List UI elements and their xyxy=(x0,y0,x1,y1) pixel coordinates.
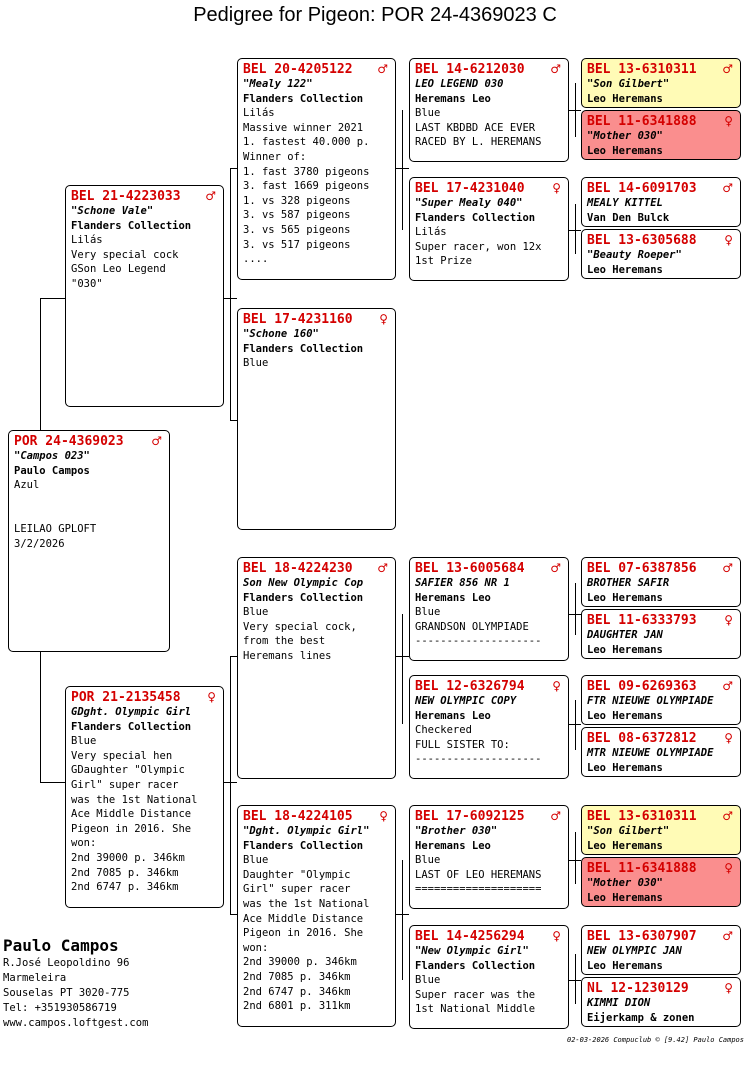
owner-name: Flanders Collection xyxy=(71,219,192,232)
info-line: Blue xyxy=(415,107,441,120)
info-line: -------------------- xyxy=(415,753,542,766)
info-line: 2nd 7085 p. 346km xyxy=(71,866,179,879)
female-icon: ♀ xyxy=(552,181,561,195)
pigeon-name: "Son Gilbert" xyxy=(587,825,670,837)
male-icon: ♂ xyxy=(722,929,733,943)
pigeon-name: "Dght. Olympic Girl" xyxy=(243,825,370,837)
connector-line xyxy=(40,298,41,430)
info-line: .... xyxy=(243,253,269,266)
info-line: ==================== xyxy=(415,883,542,896)
female-icon: ♀ xyxy=(724,233,733,247)
info-line: 1. fastest 40.000 p. xyxy=(243,136,370,149)
info-line: Blue xyxy=(71,735,97,748)
ancestor-card[interactable] xyxy=(581,977,741,1027)
connector-line xyxy=(575,954,576,1004)
info-line: Girl" super racer xyxy=(243,883,351,896)
female-icon: ♀ xyxy=(724,731,733,745)
info-line xyxy=(14,493,164,508)
male-icon: ♂ xyxy=(722,561,733,575)
pigeon-name: "Campos 023" xyxy=(14,450,90,462)
breeder-phone: Tel: +351930586719 xyxy=(3,1002,117,1014)
connector-line xyxy=(396,656,409,657)
female-icon: ♀ xyxy=(724,861,733,875)
male-icon: ♂ xyxy=(722,679,733,693)
connector-line xyxy=(230,168,237,169)
owner-name: Heremans Leo xyxy=(415,92,491,105)
connector-line xyxy=(402,110,403,230)
male-icon: ♂ xyxy=(550,809,561,823)
sire-sire-card[interactable] xyxy=(237,58,396,280)
ancestor-card[interactable] xyxy=(581,557,741,607)
ring-number: BEL 11-6341888 xyxy=(587,861,697,876)
info-line: 3/2/2026 xyxy=(14,537,65,550)
connector-line xyxy=(396,168,409,169)
connector-line xyxy=(40,652,41,782)
owner-name: Leo Heremans xyxy=(587,709,663,722)
connector-line xyxy=(230,656,237,657)
info-line: Blue xyxy=(243,357,269,370)
ancestor-card[interactable] xyxy=(581,609,741,659)
breeder-address: Marmeleira xyxy=(3,972,67,984)
connector-line xyxy=(230,656,231,914)
great-grandparent-card[interactable] xyxy=(409,557,569,661)
dam-dam-card[interactable] xyxy=(237,805,396,1027)
owner-name: Flanders Collection xyxy=(243,591,364,604)
info-line: Lilás xyxy=(415,226,447,239)
pigeon-name: "Mother 030" xyxy=(587,130,663,142)
pigeon-name: "Beauty Roeper" xyxy=(587,249,682,261)
breeder-address: Souselas PT 3020-775 xyxy=(3,987,130,999)
info-line: 3. fast 1669 pigeons xyxy=(243,180,370,193)
owner-name: Flanders Collection xyxy=(243,92,364,105)
ring-number: BEL 13-6310311 xyxy=(587,809,697,824)
ring-number: BEL 13-6305688 xyxy=(587,233,697,248)
info-line: Blue xyxy=(243,854,269,867)
ring-number: BEL 13-6310311 xyxy=(587,62,697,77)
pigeon-name: MEALY KITTEL xyxy=(587,197,663,209)
info-line: Girl" super racer xyxy=(71,778,179,791)
male-icon: ♂ xyxy=(377,561,388,575)
connector-line xyxy=(575,700,576,750)
connector-line xyxy=(402,860,403,980)
connector-line xyxy=(569,980,581,981)
info-line: Ace Middle Distance xyxy=(243,912,364,925)
pigeon-name: "Son Gilbert" xyxy=(587,78,670,90)
info-line: 3. vs 517 pigeons xyxy=(243,238,351,251)
connector-line xyxy=(569,110,581,111)
great-grandparent-card[interactable] xyxy=(409,58,569,162)
info-line: 2nd 7085 p. 346km xyxy=(243,970,351,983)
info-line: 2nd 6801 p. 311km xyxy=(243,1000,351,1013)
info-line: Heremans lines xyxy=(243,649,332,662)
pigeon-name: "Super Mealy 040" xyxy=(415,197,523,209)
sire-card[interactable] xyxy=(65,185,224,407)
owner-name: Eijerkamp & zonen xyxy=(587,1011,695,1024)
connector-line xyxy=(224,782,237,783)
info-line: Lilás xyxy=(243,107,275,120)
pigeon-name: SAFIER 856 NR 1 xyxy=(415,577,510,589)
owner-name: Van Den Bulck xyxy=(587,211,670,224)
ring-number: BEL 13-6005684 xyxy=(415,561,525,576)
ring-number: BEL 21-4223033 xyxy=(71,189,181,204)
owner-name: Leo Heremans xyxy=(587,92,663,105)
pigeon-name: NEW OLYMPIC JAN xyxy=(587,945,682,957)
info-line: LAST OF LEO HEREMANS xyxy=(415,868,542,881)
info-line: "030" xyxy=(71,277,103,290)
dam-sire-card[interactable] xyxy=(237,557,396,779)
footer-credits: 02-03-2026 Compuclub © [9.42] Paulo Campos xyxy=(566,1036,744,1044)
ancestor-card[interactable] xyxy=(581,857,741,907)
female-icon: ♀ xyxy=(207,690,216,704)
info-line: RACED BY L. HEREMANS xyxy=(415,136,542,149)
info-line: Very special cock xyxy=(71,248,179,261)
ring-number: BEL 20-4205122 xyxy=(243,62,353,77)
female-icon: ♀ xyxy=(379,809,388,823)
female-icon: ♀ xyxy=(552,929,561,943)
pigeon-name: "Mother 030" xyxy=(587,877,663,889)
info-line: Blue xyxy=(415,974,441,987)
owner-name: Leo Heremans xyxy=(587,839,663,852)
breeder-address: R.José Leopoldino 96 xyxy=(3,957,130,969)
ring-number: BEL 07-6387856 xyxy=(587,561,697,576)
female-icon: ♀ xyxy=(724,114,733,128)
info-line: LEILAO GPLOFT xyxy=(14,522,97,535)
info-line: 1st National Middle xyxy=(415,1003,536,1016)
male-icon: ♂ xyxy=(151,434,162,448)
pigeon-name: "New Olympic Girl" xyxy=(415,945,529,957)
info-line: GDaughter "Olympic xyxy=(71,764,185,777)
info-line: Super racer, won 12x xyxy=(415,240,542,253)
owner-name: Flanders Collection xyxy=(415,211,536,224)
info-line: 1. vs 328 pigeons xyxy=(243,194,351,207)
ancestor-card[interactable] xyxy=(581,110,741,160)
connector-line xyxy=(40,298,66,299)
info-line: Pigeon in 2016. She xyxy=(243,927,364,940)
ancestor-card[interactable] xyxy=(581,727,741,777)
info-line: was the 1st National xyxy=(71,793,198,806)
info-line: 3. vs 565 pigeons xyxy=(243,223,351,236)
subject-card[interactable] xyxy=(8,430,170,652)
pigeon-name: KIMMI DION xyxy=(587,997,651,1009)
info-line: Super racer was the xyxy=(415,988,536,1001)
pigeon-name: LEO LEGEND 030 xyxy=(415,78,504,90)
owner-name: Leo Heremans xyxy=(587,643,663,656)
info-line: 2nd 6747 p. 346km xyxy=(243,985,351,998)
great-grandparent-card[interactable] xyxy=(409,805,569,909)
breeder-website[interactable]: www.campos.loftgest.com xyxy=(3,1017,149,1029)
info-line: Very special cock, xyxy=(243,620,357,633)
owner-name: Flanders Collection xyxy=(71,720,192,733)
ancestor-card[interactable] xyxy=(581,177,741,227)
male-icon: ♂ xyxy=(550,62,561,76)
owner-name: Leo Heremans xyxy=(587,144,663,157)
male-icon: ♂ xyxy=(377,62,388,76)
info-line: Winner of: xyxy=(243,150,307,163)
owner-name: Flanders Collection xyxy=(243,839,364,852)
info-line: 2nd 39000 p. 346km xyxy=(71,851,185,864)
info-line: 3. vs 587 pigeons xyxy=(243,209,351,222)
info-line: GSon Leo Legend xyxy=(71,263,166,276)
connector-line xyxy=(230,168,231,420)
ring-number: BEL 13-6307907 xyxy=(587,929,697,944)
owner-name: Leo Heremans xyxy=(587,891,663,904)
owner-name: Flanders Collection xyxy=(415,959,536,972)
connector-line xyxy=(40,782,66,783)
info-line: Blue xyxy=(243,606,269,619)
pigeon-name: "Mealy 122" xyxy=(243,78,313,90)
pigeon-name: "Schone 160" xyxy=(243,328,319,340)
great-grandparent-card[interactable] xyxy=(409,177,569,281)
connector-line xyxy=(224,298,237,299)
ring-number: BEL 18-4224230 xyxy=(243,561,353,576)
info-line: from the best xyxy=(243,635,326,648)
connector-line xyxy=(230,914,237,915)
info-line: won: xyxy=(71,837,97,850)
info-line: Ace Middle Distance xyxy=(71,808,192,821)
owner-name: Leo Heremans xyxy=(587,761,663,774)
pigeon-name: NEW OLYMPIC COPY xyxy=(415,695,517,707)
dam-card[interactable] xyxy=(65,686,224,908)
female-icon: ♀ xyxy=(552,679,561,693)
male-icon: ♂ xyxy=(550,561,561,575)
ring-number: BEL 17-4231160 xyxy=(243,312,353,327)
info-line: 1. fast 3780 pigeons xyxy=(243,165,370,178)
ancestor-card[interactable] xyxy=(581,229,741,279)
pigeon-name: MTR NIEUWE OLYMPIADE xyxy=(587,747,714,759)
info-line: Very special hen xyxy=(71,749,173,762)
pigeon-name: DAUGHTER JAN xyxy=(587,629,663,641)
info-line: Checkered xyxy=(415,724,472,737)
ring-number: BEL 14-6091703 xyxy=(587,181,697,196)
info-line: Daughter "Olympic xyxy=(243,868,351,881)
pigeon-name: BROTHER SAFIR xyxy=(587,577,670,589)
owner-name: Leo Heremans xyxy=(587,591,663,604)
owner-name: Heremans Leo xyxy=(415,591,491,604)
connector-line xyxy=(402,614,403,724)
ring-number: BEL 08-6372812 xyxy=(587,731,697,746)
ring-number: BEL 18-4224105 xyxy=(243,809,353,824)
owner-name: Paulo Campos xyxy=(14,464,90,477)
ring-number: BEL 17-4231040 xyxy=(415,181,525,196)
breeder-info xyxy=(3,936,173,1031)
male-icon: ♂ xyxy=(722,181,733,195)
connector-line xyxy=(569,614,581,615)
ring-number: BEL 14-4256294 xyxy=(415,929,525,944)
info-line: GRANDSON OLYMPIADE xyxy=(415,620,529,633)
info-line: FULL SISTER TO: xyxy=(415,738,510,751)
breeder-name: Paulo Campos xyxy=(3,936,119,955)
ancestor-card[interactable] xyxy=(581,805,741,855)
connector-line xyxy=(569,724,581,725)
pigeon-name: "Schone Vale" xyxy=(71,205,154,217)
owner-name: Heremans Leo xyxy=(415,839,491,852)
owner-name: Flanders Collection xyxy=(243,342,364,355)
ring-number: BEL 12-6326794 xyxy=(415,679,525,694)
info-line: 1st Prize xyxy=(415,255,472,268)
info-line: Azul xyxy=(14,479,40,492)
info-line: Blue xyxy=(415,606,441,619)
sire-dam-card[interactable] xyxy=(237,308,396,530)
male-icon: ♂ xyxy=(722,809,733,823)
info-line: 2nd 6747 p. 346km xyxy=(71,881,179,894)
ring-number: POR 21-2135458 xyxy=(71,690,181,705)
info-line: LAST KBDBD ACE EVER xyxy=(415,121,536,134)
ancestor-card[interactable] xyxy=(581,675,741,725)
connector-line xyxy=(396,914,409,915)
ring-number: BEL 09-6269363 xyxy=(587,679,697,694)
pigeon-name: "Brother 030" xyxy=(415,825,498,837)
page-title: Pedigree for Pigeon: POR 24-4369023 C xyxy=(193,4,557,26)
connector-line xyxy=(575,583,576,635)
connector-line xyxy=(569,860,581,861)
info-line: -------------------- xyxy=(415,635,542,648)
female-icon: ♀ xyxy=(724,981,733,995)
ancestor-card[interactable] xyxy=(581,58,741,108)
connector-line xyxy=(575,832,576,884)
owner-name: Heremans Leo xyxy=(415,709,491,722)
male-icon: ♂ xyxy=(205,189,216,203)
ring-number: NL 12-1230129 xyxy=(587,981,689,996)
connector-line xyxy=(569,230,581,231)
ring-number: BEL 17-6092125 xyxy=(415,809,525,824)
info-line: won: xyxy=(243,941,269,954)
ring-number: BEL 14-6212030 xyxy=(415,62,525,77)
connector-line xyxy=(575,204,576,254)
owner-name: Leo Heremans xyxy=(587,959,663,972)
female-icon: ♀ xyxy=(724,613,733,627)
ring-number: BEL 11-6333793 xyxy=(587,613,697,628)
great-grandparent-card[interactable] xyxy=(409,925,569,1029)
pigeon-name: GDght. Olympic Girl xyxy=(71,706,192,718)
pigeon-name: Son New Olympic Cop xyxy=(243,577,364,589)
connector-line xyxy=(230,420,237,421)
ring-number: BEL 11-6341888 xyxy=(587,114,697,129)
great-grandparent-card[interactable] xyxy=(409,675,569,779)
ring-number: POR 24-4369023 xyxy=(14,434,124,449)
info-line xyxy=(14,507,164,522)
female-icon: ♀ xyxy=(379,312,388,326)
info-line: Pigeon in 2016. She xyxy=(71,822,192,835)
info-line: Blue xyxy=(415,854,441,867)
pigeon-name: FTR NIEUWE OLYMPIADE xyxy=(587,695,714,707)
info-line: was the 1st National xyxy=(243,897,370,910)
owner-name: Leo Heremans xyxy=(587,263,663,276)
info-line: Lilás xyxy=(71,234,103,247)
male-icon: ♂ xyxy=(722,62,733,76)
info-line: Massive winner 2021 xyxy=(243,121,364,134)
ancestor-card[interactable] xyxy=(581,925,741,975)
info-line: 2nd 39000 p. 346km xyxy=(243,956,357,969)
